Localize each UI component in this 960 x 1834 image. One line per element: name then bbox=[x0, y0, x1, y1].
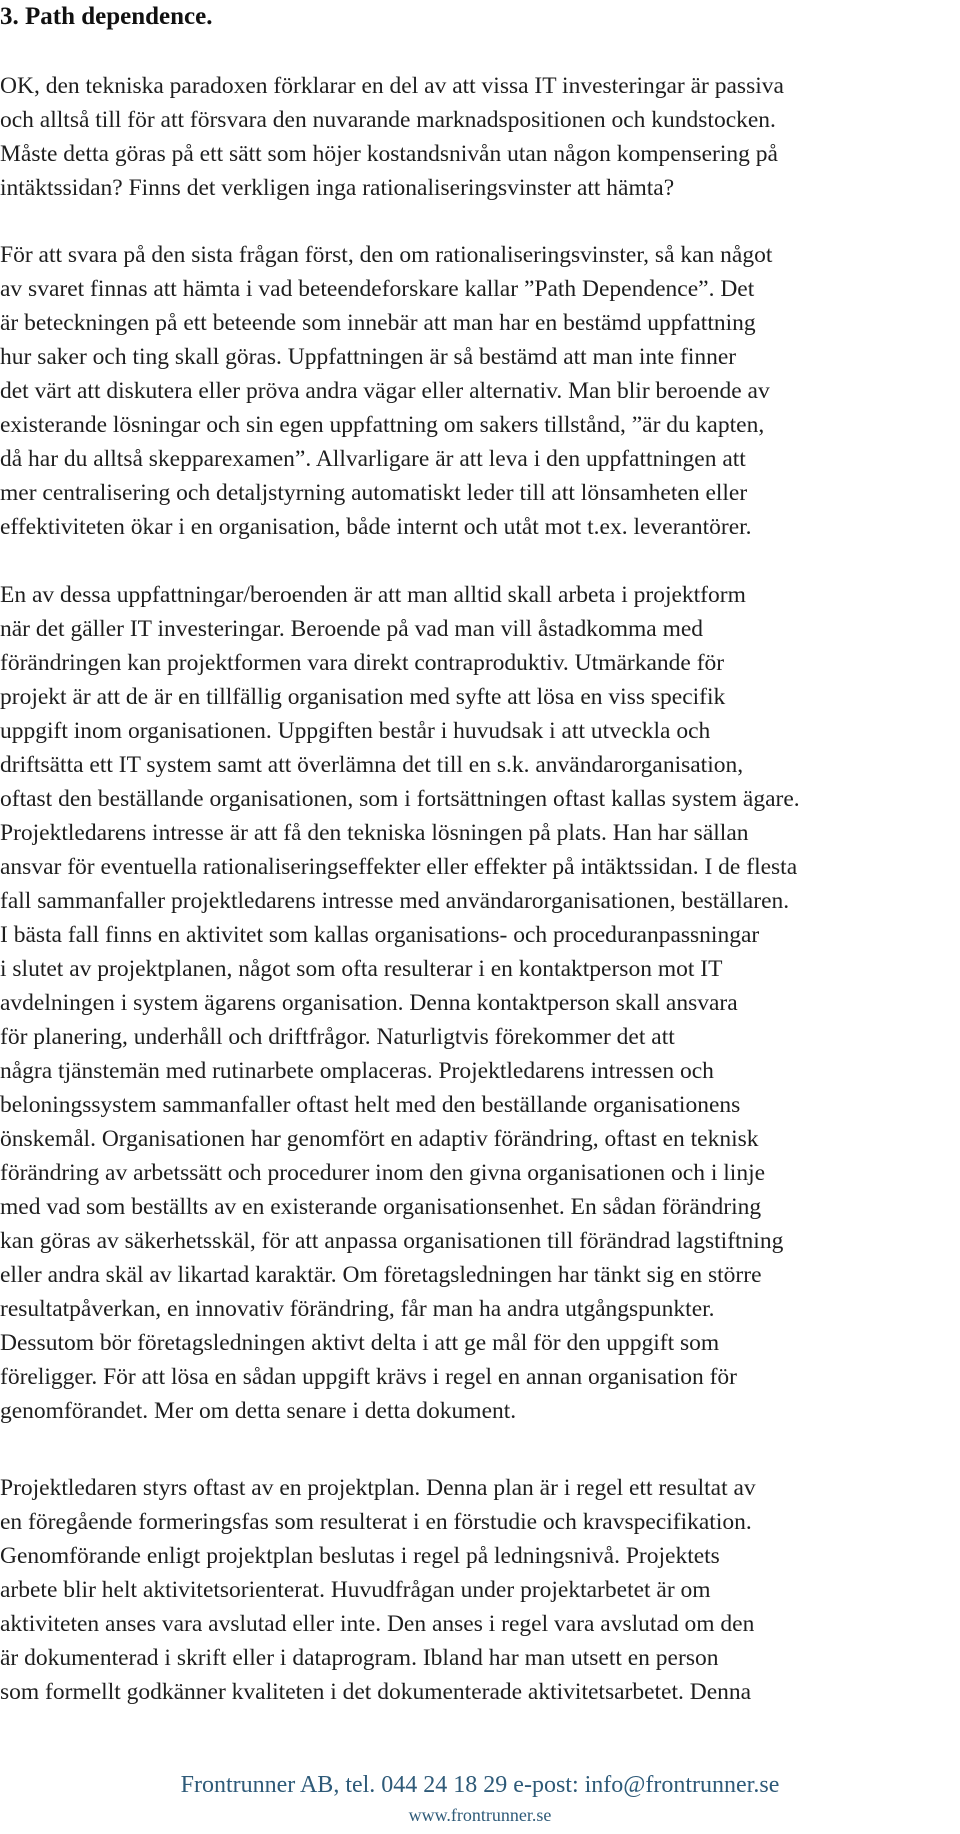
text-line: är dokumenterad i skrift eller i dataprogram. Ibland har man utsett en person bbox=[0, 1645, 719, 1671]
text-line: existerande lösningar och sin egen uppfattning om sakers tillstånd, ”är du kapten, bbox=[0, 412, 765, 438]
text-line: Genomförande enligt projektplan beslutas i regel på ledningsnivå. Projektets bbox=[0, 1543, 720, 1569]
text-line: förändringen kan projektformen vara direkt contraproduktiv. Utmärkande för bbox=[0, 650, 725, 676]
text-line: beloningssystem sammanfaller oftast helt med den beställande organisationens bbox=[0, 1092, 741, 1118]
text-line: aktiviteten anses vara avslutad eller inte. Den anses i regel vara avslutad om den bbox=[0, 1611, 755, 1637]
text-line: Projektledarens intresse är att få den tekniska lösningen på plats. Han har sällan bbox=[0, 820, 749, 846]
paragraph bbox=[0, 578, 800, 1428]
text-line: önskemål. Organisationen har genomfört en adaptiv förändring, oftast en teknisk bbox=[0, 1126, 759, 1152]
text-line: Dessutom bör företagsledningen aktivt delta i att ge mål för den uppgift som bbox=[0, 1330, 720, 1356]
text-line: resultatpåverkan, en innovativ förändring, får man ha andra utgångspunkter. bbox=[0, 1296, 715, 1322]
text-line: då har du alltså skepparexamen”. Allvarligare är att leva i den uppfattningen att bbox=[0, 446, 746, 472]
text-line: det värt att diskutera eller pröva andra vägar eller alternativ. Man blir beroende av bbox=[0, 378, 770, 404]
text-line: mer centralisering och detaljstyrning automatiskt leder till att lönsamheten eller bbox=[0, 480, 748, 506]
text-line: Måste detta göras på ett sätt som höjer kostandsnivån utan någon kompensering på bbox=[0, 141, 778, 167]
text-line: projekt är att de är en tillfällig organisation med syfte att lösa en viss specifik bbox=[0, 684, 726, 710]
text-line: kan göras av säkerhetsskäl, för att anpassa organisationen till förändrad lagstiftning bbox=[0, 1228, 784, 1254]
section-heading: 3. Path dependence. bbox=[0, 3, 213, 30]
text-line: driftsätta ett IT system samt att överlämna det till en s.k. användarorganisation, bbox=[0, 752, 744, 778]
text-line: avdelningen i system ägarens organisation. Denna kontaktperson skall ansvara bbox=[0, 990, 738, 1016]
paragraph bbox=[0, 238, 772, 544]
text-line: som formellt godkänner kvaliteten i det dokumenterade aktivitetsarbetet. Denna bbox=[0, 1679, 752, 1705]
paragraph bbox=[0, 69, 784, 205]
text-line: uppgift inom organisationen. Uppgiften består i huvudsak i att utveckla och bbox=[0, 718, 711, 744]
text-line: eller andra skäl av likartad karaktär. Om företagsledningen har tänkt sig en större bbox=[0, 1262, 762, 1288]
text-line: i slutet av projektplanen, något som ofta resulterar i en kontaktperson mot IT bbox=[0, 956, 723, 982]
text-line: föreligger. För att lösa en sådan uppgift krävs i regel en annan organisation för bbox=[0, 1364, 737, 1390]
text-line: är beteckningen på ett beteende som innebär att man har en bestämd uppfattning bbox=[0, 310, 756, 336]
text-line: arbete blir helt aktivitetsorienterat. Huvudfrågan under projektarbetet är om bbox=[0, 1577, 711, 1603]
text-line: effektiviteten ökar i en organisation, både internt och utåt mot t.ex. leverantörer. bbox=[0, 514, 752, 540]
text-line: oftast den beställande organisationen, som i fortsättningen oftast kallas system ägare. bbox=[0, 786, 800, 812]
footer-website-link[interactable]: www.frontrunner.se bbox=[408, 1805, 552, 1825]
text-line: OK, den tekniska paradoxen förklarar en del av att vissa IT investeringar är passiva bbox=[0, 73, 784, 99]
text-line: hur saker och ting skall göras. Uppfattningen är så bestämd att man inte finner bbox=[0, 344, 737, 370]
text-line: för planering, underhåll och driftfrågor. Naturligtvis förekommer det att bbox=[0, 1024, 675, 1050]
text-line: ansvar för eventuella rationaliseringseffekter eller effekter på intäktssidan. I de flesta bbox=[0, 854, 798, 880]
text-line: fall sammanfaller projektledarens intresse med användarorganisationen, beställaren. bbox=[0, 888, 790, 914]
text-line: några tjänstemän med rutinarbete omplaceras. Projektledarens intressen och bbox=[0, 1058, 714, 1084]
text-line: intäktssidan? Finns det verkligen inga rationaliseringsvinster att hämta? bbox=[0, 175, 675, 201]
text-line: För att svara på den sista frågan först, den om rationaliseringsvinster, så kan något bbox=[0, 242, 773, 268]
text-line: förändring av arbetssätt och procedurer inom den givna organisationen och i linje bbox=[0, 1160, 766, 1186]
paragraph bbox=[0, 1471, 756, 1709]
text-line: en föregående formeringsfas som resulterat i en förstudie och kravspecifikation. bbox=[0, 1509, 752, 1535]
text-line: Projektledaren styrs oftast av en projektplan. Denna plan är i regel ett resultat av bbox=[0, 1475, 756, 1501]
text-line: En av dessa uppfattningar/beroenden är att man alltid skall arbeta i projektform bbox=[0, 582, 746, 608]
text-line: av svaret finnas att hämta i vad beteendeforskare kallar ”Path Dependence”. Det bbox=[0, 276, 755, 302]
footer-contact-info: Frontrunner AB, tel. 044 24 18 29 e-post: info@frontrunner.se bbox=[180, 1772, 780, 1798]
text-line: I bästa fall finns en aktivitet som kallas organisations- och proceduranpassningar bbox=[0, 922, 760, 948]
text-line: och alltså till för att försvara den nuvarande marknadspositionen och kundstocken. bbox=[0, 107, 776, 133]
text-line: genomförandet. Mer om detta senare i detta dokument. bbox=[0, 1398, 517, 1424]
text-line: med vad som beställts av en existerande organisationsenhet. En sådan förändring bbox=[0, 1194, 762, 1220]
text-line: när det gäller IT investeringar. Beroende på vad man vill åstadkomma med bbox=[0, 616, 704, 642]
